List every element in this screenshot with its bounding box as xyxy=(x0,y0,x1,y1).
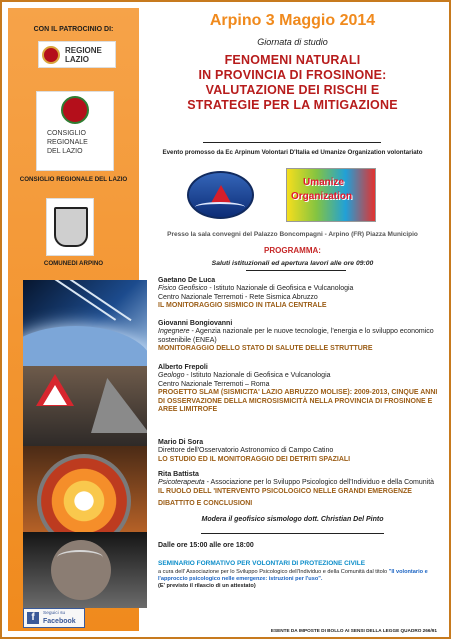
facebook-icon: f xyxy=(27,612,39,624)
consiglio-logo: CONSIGLIO REGIONALE DEL LAZIO xyxy=(36,91,114,171)
earth-layers-image xyxy=(23,446,147,532)
event-date: Arpino 3 Maggio 2014 xyxy=(209,12,376,29)
moderator: Modera il geofisico sismologo dott. Christian Del Pinto xyxy=(201,516,384,523)
moderator-divider xyxy=(201,533,384,534)
ec-arpinum-logo xyxy=(187,171,254,219)
program-heading: PROGRAMMA: xyxy=(264,246,321,255)
event-promo: Evento promosso da Ec Arpinum Volontari D'Italia ed Umanize Organization volontariato xyxy=(162,149,423,156)
sidebar xyxy=(8,8,139,631)
umanize-logo: Umanize Organization xyxy=(286,168,376,222)
welcome-time: Saluti istituzionali ed apertura lavori alle ore 09:00 xyxy=(211,260,374,267)
seminar-title: SEMINARIO FORMATIVO PER VOLONTARI DI PROTEZIONE CIVILE xyxy=(158,560,366,567)
consiglio-emblem-icon xyxy=(61,96,89,124)
program-divider xyxy=(246,270,346,271)
space-debris-image xyxy=(23,280,147,366)
comune-label: COMUNEDI ARPINO xyxy=(43,260,104,267)
regione-lazio-logo: REGIONE LAZIO xyxy=(38,41,116,68)
speaker-di-sora: Mario Di Sora Direttore dell'Osservatorio Astronomico di Campo Catino LO STUDIO ED IL MONITORAGGIO DEI DETRITI SPAZIALI xyxy=(158,439,351,463)
event-title: FENOMENI NATURALI IN PROVINCIA DI FROSINONE: VALUTAZIONE DEI RISCHI E STRATEGIE PER LA MITIGAZIONE xyxy=(187,53,398,112)
title-divider xyxy=(203,142,381,143)
psychology-image xyxy=(23,532,147,608)
consiglio-label: CONSIGLIO REGIONALE DEL LAZIO xyxy=(19,176,128,183)
arpino-crest-logo xyxy=(46,198,94,256)
patronage-title: CON IL PATROCINIO DI: xyxy=(33,26,114,33)
event-subtitle: Giornata di studio xyxy=(257,37,328,47)
speaker-de-luca: Gaetano De Luca Fisico Geofisico - Istituto Nazionale di Geofisica e Vulcanologia Centro Nazionale Terremoti - Rete Sismica Abruzzo IL MONITORAGGIO SISMICO IN ITALIA CENTRALE xyxy=(158,277,354,310)
speaker-frepoli: Alberto Frepoli Geologo - Istituto Nazionale di Geofisica e Vulcanologia Centro Nazionale Terremoti – Roma PROGETTO SLAM (SISMICITA' LAZIO ABRUZZO MOLISE): 2009-2013, CINQUE ANNI DI OSSERVAZIONE DELLA MICROSISMICITÀ NELLA PROVINCIA DI FROSINONE E AREE LIMITROFE xyxy=(158,364,438,414)
main-content xyxy=(142,8,443,631)
arpino-crest-icon xyxy=(54,207,88,247)
afternoon-time: Dalle ore 15:00 alle ore 18:00 xyxy=(158,542,254,549)
speaker-battista: Rita Battista Psicoterapeuta - Associazione per lo Sviluppo Psicologico dell'Individuo e della Comunità IL RUOLO DELL 'INTERVENTO PSICOLOGICO NELLE GRANDI EMERGENZE xyxy=(158,471,435,495)
regione-emblem-icon xyxy=(42,46,60,64)
facebook-button[interactable]: f Seguici su Facebook xyxy=(23,608,85,628)
seminar-description: a cura dell' Associazione per lo Sviluppo Psicologico dell'Individuo e della Comunità dal titolo "Il volontario e l'approccio psicologico nelle emergenze: istruzioni per l'uso". (E' previsto il rilascio di un attestato) xyxy=(158,569,428,589)
event-place: Presso la sala convegni del Palazzo Boncompagni - Arpino (FR) Piazza Municipio xyxy=(167,231,418,238)
speaker-bongiovanni: Giovanni Bongiovanni Ingegnere - Agenzia nazionale per le nuove tecnologie, l'energia e lo sviluppo economico sostenibile (ENEA) MONITORAGGIO DELLO STATO DI SALUTE DELLE STRUTTURE xyxy=(158,320,434,353)
tax-exemption-note: ESENTE DA IMPOSTE DI BOLLO AI SENSI DELLA LEGGE QUADRO 266/91 xyxy=(270,628,437,633)
closing-session: DIBATTITO E CONCLUSIONI xyxy=(158,500,253,507)
landslide-image xyxy=(23,366,147,446)
